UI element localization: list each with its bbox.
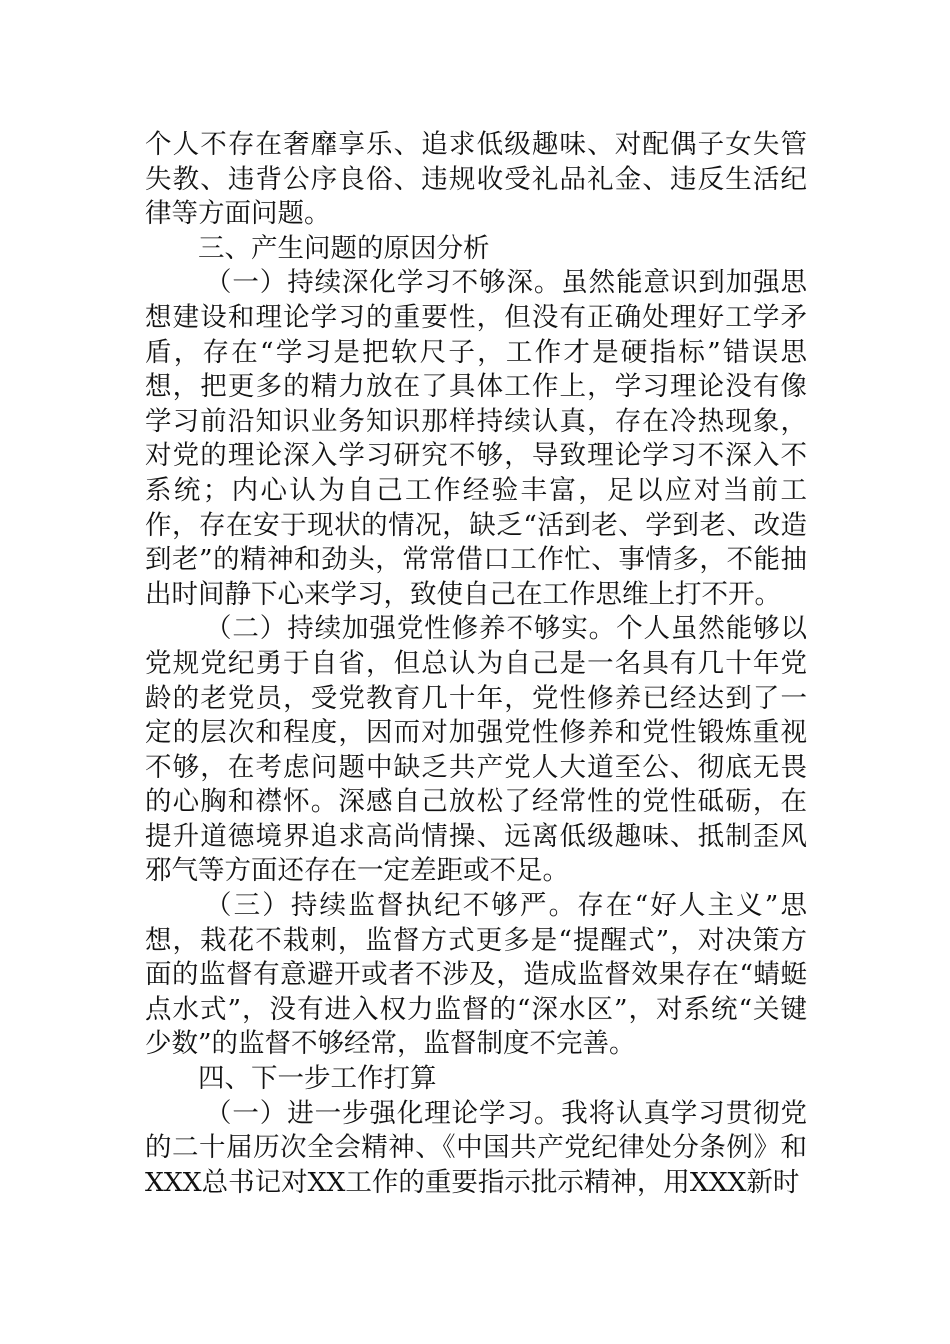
paragraph-party-spirit: （二）持续加强党性修养不够实。个人虽然能够以党规党纪勇于自省，但总认为自己是一名具有几十年党龄的老党员，受党教育几十年，党性修养已经达到了一定的层次和程度，因而对加强党性修养和党性锻炼重视不够，在考虑问题中缺乏共产党人大道至公、彻底无畏的心胸和襟怀。深感自己放松了经常性的党性砥砺，在提升道德境界追求高尚情操、远离低级趣味、抵制歪风邪气等方面还存在一定差距或不足。 [145, 613, 807, 887]
paragraph-study: （一）持续深化学习不够深。虽然能意识到加强思想建设和理论学习的重要性，但没有正确处理好工学矛盾，存在“学习是把软尺子，工作才是硬指标”错误思想，把更多的精力放在了具体工作上，学习理论没有像学习前沿知识业务知识那样持续认真，存在冷热现象，对党的理论深入学习研究不够，导致理论学习不深入不系统；内心认为自己工作经验丰富，足以应对当前工作，存在安于现状的情况，缺乏“活到老、学到老、改造到老”的精神和劲头，常常借口工作忙、事情多，不能抽出时间静下心来学习，致使自己在工作思维上打不开。 [145, 267, 807, 610]
paragraph-continued: 个人不存在奢靡享乐、追求低级趣味、对配偶子女失管失教、违背公序良俗、违规收受礼品礼金、违反生活纪律等方面问题。 [145, 129, 807, 230]
document-body [145, 128, 807, 1200]
paragraph-theory-study: （一）进一步强化理论学习。我将认真学习贯彻党的二十届历次全会精神、《中国共产党纪律处分条例》和XXX总书记对XX工作的重要指示批示精神，用XXX新时 [145, 1097, 807, 1198]
section-heading-cause-analysis: 三、产生问题的原因分析 [198, 232, 490, 264]
paragraph-supervision: （三）持续监督执纪不够严。存在“好人主义”思想，栽花不栽刺，监督方式更多是“提醒式”，对决策方面的监督有意避开或者不涉及，造成监督效果存在“蜻蜓点水式”，没有进入权力监督的“深水区”，对系统“关键少数”的监督不够经常，监督制度不完善。 [145, 890, 807, 1060]
section-heading-next-steps: 四、下一步工作打算 [198, 1063, 437, 1095]
